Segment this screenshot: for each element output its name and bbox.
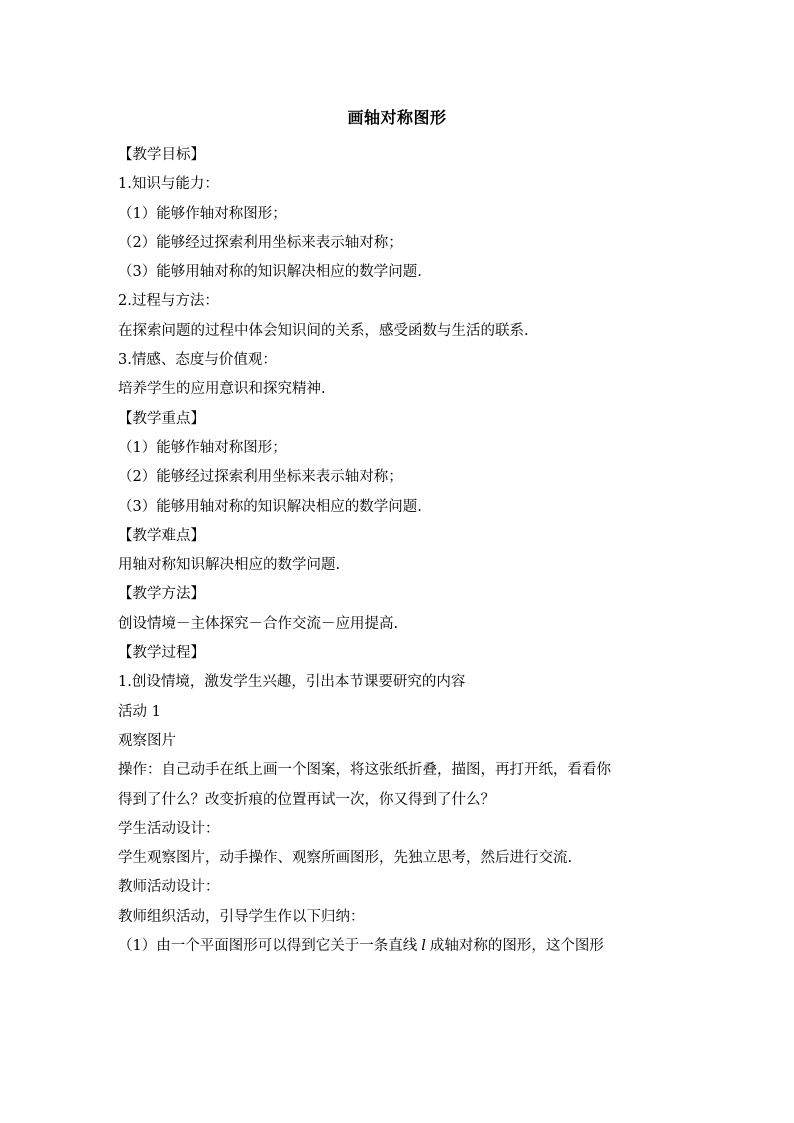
variable-l: l — [421, 938, 426, 955]
text-line: 培养学生的应用意识和探究精神. — [118, 381, 326, 398]
text-line: 1.创设情境，激发学生兴趣，引出本节课要研究的内容 — [118, 674, 466, 691]
document-title: 画轴对称图形 — [347, 108, 447, 127]
text-line: 观察图片 — [118, 732, 176, 749]
text-line: 创设情境－主体探究－合作交流－应用提高. — [118, 615, 399, 632]
text-line: （3）能够用轴对称的知识解决相应的数学问题. — [118, 498, 422, 515]
text-line: 得到了什么？改变折痕的位置再试一次，你又得到了什么？ — [118, 791, 495, 808]
text-line: （2）能够经过探索利用坐标来表示轴对称； — [118, 234, 403, 251]
text-line: 1.知识与能力： — [118, 176, 219, 193]
text-line: 用轴对称知识解决相应的数学问题. — [118, 557, 341, 574]
text-line: 2.过程与方法： — [118, 293, 219, 310]
text-segment: （1）由一个平面图形可以得到它关于一条直线 — [118, 938, 418, 955]
document-body — [118, 141, 678, 961]
text-line: 教师活动设计： — [118, 879, 220, 896]
text-line: 学生活动设计： — [118, 820, 220, 837]
text-line: 教师组织活动，引导学生作以下归纳： — [118, 908, 365, 925]
text-line: 在探索问题的过程中体会知识间的关系，感受函数与生活的联系. — [118, 322, 529, 339]
text-line: （1）能够作轴对称图形； — [118, 205, 287, 222]
text-line: （2）能够经过探索利用坐标来表示轴对称； — [118, 469, 403, 486]
section-heading-objectives: 【教学目标】 — [118, 147, 205, 163]
section-heading-difficulties: 【教学难点】 — [118, 527, 205, 544]
text-segment: 成轴对称的图形，这个图形 — [429, 938, 604, 955]
text-line-with-variable — [118, 932, 678, 961]
text-line: （1）能够作轴对称图形； — [118, 439, 287, 456]
section-heading-key-points: 【教学重点】 — [118, 410, 205, 427]
text-line: 活动 1 — [118, 703, 161, 720]
text-line: 学生观察图片，动手操作、观察所画图形，先独立思考，然后进行交流. — [118, 850, 573, 867]
text-line: 3.情感、态度与价值观： — [118, 352, 277, 369]
text-line: 操作：自己动手在纸上画一个图案，将这张纸折叠，描图，再打开纸，看看你 — [118, 762, 611, 779]
text-line: （3）能够用轴对称的知识解决相应的数学问题. — [118, 264, 422, 281]
section-heading-process: 【教学过程】 — [118, 645, 205, 662]
section-heading-methods: 【教学方法】 — [118, 586, 205, 603]
